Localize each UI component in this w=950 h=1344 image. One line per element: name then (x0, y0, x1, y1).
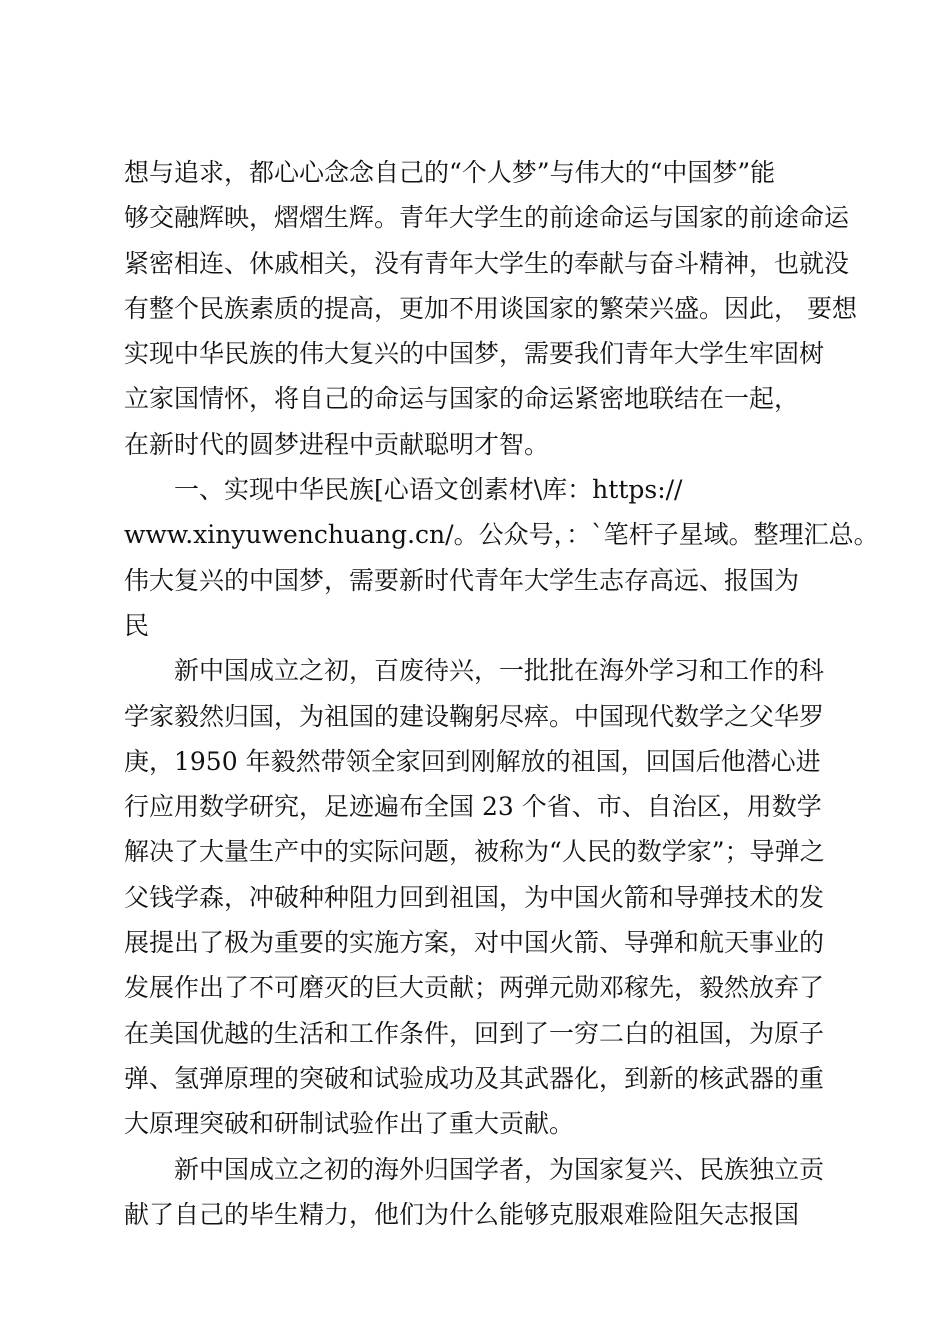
heading-line: 民 (124, 610, 150, 640)
text-line: 新中国成立之初的海外归国学者，为国家复兴、民族独立贡 (174, 1154, 825, 1184)
text-line: 解决了大量生产中的实际问题，被称为“人民的数学家”；导弹之 (124, 837, 825, 867)
text-line: 有整个民族素质的提高，更加不用谈国家的繁荣兴盛。因此， 要想 (124, 293, 857, 323)
text-line: 够交融辉映，熠熠生辉。青年大学生的前途命运与国家的前途命运 (124, 203, 850, 233)
text-line: 立家国情怀，将自己的命运与国家的命运紧密地联结在一起， (124, 384, 800, 414)
text-line: 想与追求，都心心念念自己的“个人梦”与伟大的“中国梦”能 (124, 158, 776, 187)
heading-line: 伟大复兴的中国梦，需要新时代青年大学生志存高远、报国为 (124, 565, 800, 595)
document-body (124, 150, 879, 1237)
paragraph-1 (124, 150, 857, 467)
text-line: 父钱学森，冲破种种阻力回到祖国，为中国火箭和导弹技术的发 (124, 882, 825, 912)
text-line: 在美国优越的生活和工作条件，回到了一穷二白的祖国，为原子 (124, 1018, 825, 1048)
text-line: 庚，1950 年毅然带领全家回到刚解放的祖国，回国后他潜心进 (124, 746, 821, 776)
text-line: 献了自己的毕生精力，他们为什么能够克服艰难险阻矢志报国 (124, 1199, 800, 1229)
text-line: 展提出了极为重要的实施方案，对中国火箭、导弹和航天事业的 (124, 928, 825, 958)
text-line: 紧密相连、休戚相关，没有青年大学生的奉献与奋斗精神，也就没 (124, 248, 850, 278)
text-line: 在新时代的圆梦进程中贡献聪明才智。 (124, 429, 550, 459)
text-line: 新中国成立之初，百废待兴，一批批在海外学习和工作的科 (174, 656, 825, 686)
text-line: 行应用数学研究，足迹遍布全国 23 个省、市、自治区，用数学 (124, 792, 822, 822)
text-line: 实现中华民族的伟大复兴的中国梦，需要我们青年大学生牢固树 (124, 339, 825, 369)
paragraph-3 (124, 1147, 844, 1238)
text-line: 大原理突破和研制试验作出了重大贡献。 (124, 1109, 575, 1139)
heading-line: www.xinyuwenchuang.cn/。公众号，：`笔杆子星域。整理汇总。 (124, 520, 879, 550)
section-heading-1 (124, 467, 879, 648)
text-line: 弹、氢弹原理的突破和试验成功及其武器化，到新的核武器的重 (124, 1063, 825, 1093)
text-line: 学家毅然归国，为祖国的建设鞠躬尽瘁。中国现代数学之父华罗 (124, 701, 825, 731)
paragraph-2 (124, 648, 844, 1146)
text-line: 发展作出了不可磨灭的巨大贡献；两弹元勋邓稼先，毅然放弃了 (124, 973, 825, 1003)
heading-line: 一、实现中华民族[心语文创素材\库：https:// (174, 475, 683, 505)
